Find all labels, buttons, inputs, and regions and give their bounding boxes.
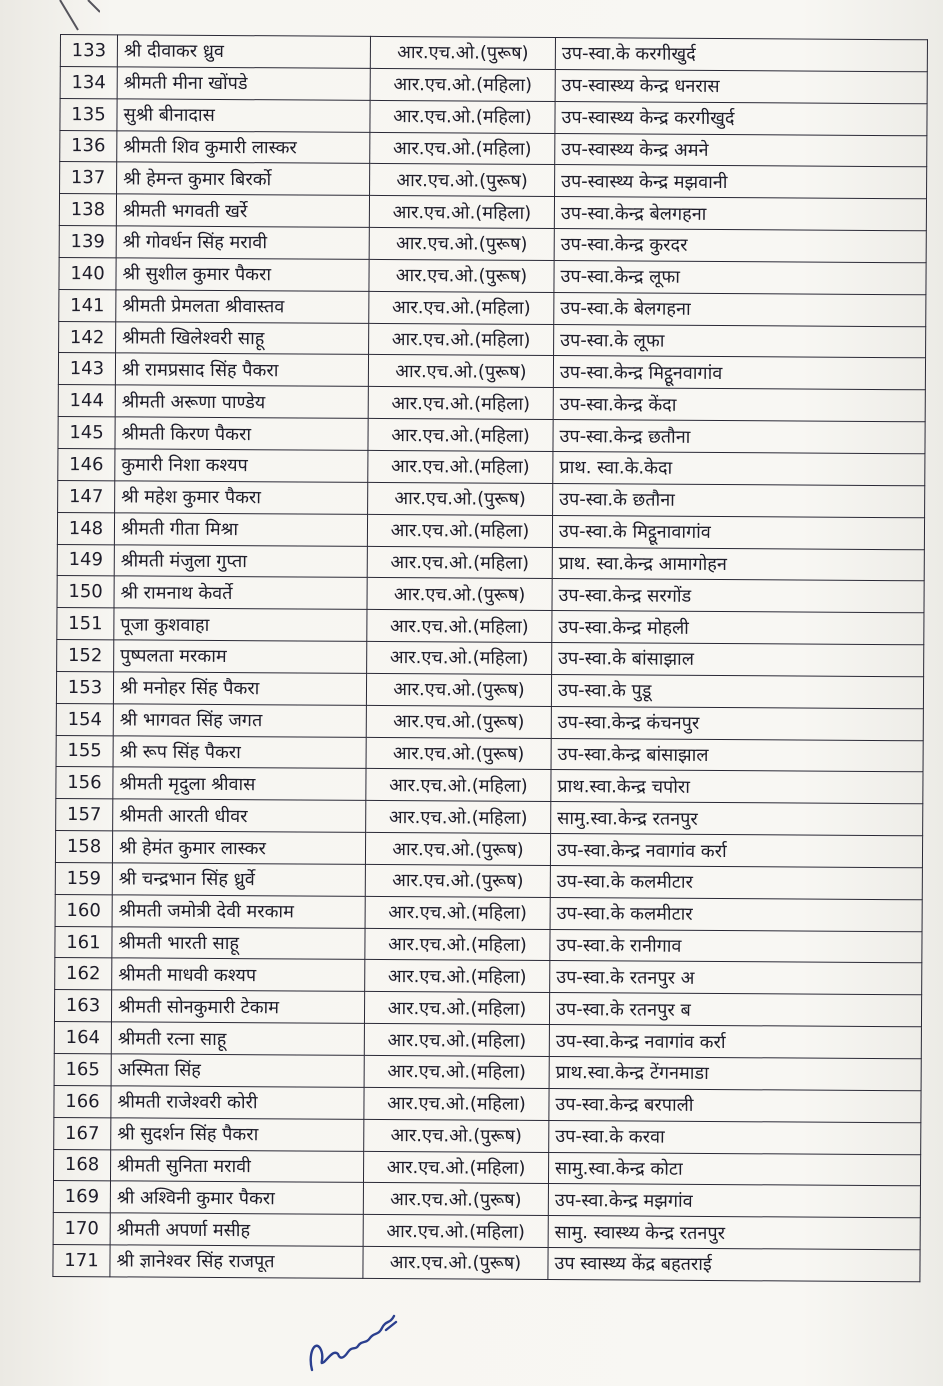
person-name: श्री अश्विनी कुमार पैकरा bbox=[110, 1181, 363, 1214]
row-number: 171 bbox=[53, 1245, 110, 1277]
posting-location: प्राथ.स्वा.केन्द्र चपोरा bbox=[551, 770, 923, 804]
posting-location: उप-स्वा.के करवा bbox=[549, 1120, 921, 1154]
post-title: आर.एच.ओ.(महिला) bbox=[369, 196, 554, 229]
post-title: आर.एच.ओ.(महिला) bbox=[367, 546, 552, 579]
post-title: आर.एच.ओ.(महिला) bbox=[364, 1087, 549, 1120]
row-number: 169 bbox=[53, 1181, 110, 1213]
posting-location: उप-स्वा.केन्द्र बांसाझाल bbox=[551, 738, 923, 772]
table-row bbox=[56, 703, 923, 740]
table-row bbox=[55, 958, 922, 995]
person-name: श्रीमती रत्ना साहू bbox=[111, 1022, 364, 1055]
post-title: आर.एच.ओ.(महिला) bbox=[364, 992, 549, 1025]
posting-location: सामु.स्वा.केन्द्र कोटा bbox=[548, 1152, 920, 1186]
person-name: श्री गोवर्धन सिंह मरावी bbox=[116, 226, 369, 259]
post-title: आर.एच.ओ.(पुरूष) bbox=[365, 864, 550, 897]
post-title: आर.एच.ओ.(महिला) bbox=[366, 769, 551, 802]
row-number: 134 bbox=[60, 66, 117, 98]
table-row bbox=[56, 799, 923, 836]
person-name: श्री मनोहर सिंह पैकरा bbox=[113, 672, 366, 705]
row-number: 146 bbox=[58, 448, 115, 480]
table-row bbox=[60, 35, 927, 72]
table-row bbox=[60, 98, 927, 135]
post-title: आर.एच.ओ.(पुरूष) bbox=[369, 227, 554, 260]
posting-location: उप-स्वास्थ्य केन्द्र करगीखुर्द bbox=[555, 101, 927, 135]
table-row bbox=[60, 162, 927, 199]
posting-location: उप-स्वा.के छतौना bbox=[553, 483, 925, 517]
person-name: श्रीमती जमोत्री देवी मरकाम bbox=[112, 895, 365, 928]
post-title: आर.एच.ओ.(महिला) bbox=[368, 419, 553, 452]
person-name: श्रीमती मृदुला श्रीवास bbox=[113, 767, 366, 800]
row-number: 149 bbox=[57, 544, 114, 576]
row-number: 156 bbox=[56, 767, 113, 799]
person-name: श्रीमती अरूणा पाण्डेय bbox=[115, 385, 368, 418]
posting-location: उप-स्वा.के बेलगहना bbox=[554, 292, 926, 326]
row-number: 136 bbox=[60, 130, 117, 162]
post-title: आर.एच.ओ.(महिला) bbox=[369, 323, 554, 356]
table-row bbox=[53, 1213, 920, 1250]
post-title: आर.एच.ओ.(पुरूष) bbox=[368, 355, 553, 388]
person-name: श्री हेमंत कुमार लास्कर bbox=[112, 831, 365, 864]
person-name: श्री रामप्रसाद सिंह पैकरा bbox=[115, 353, 368, 386]
person-name: पुष्पलता मरकाम bbox=[114, 640, 367, 673]
post-title: आर.एच.ओ.(महिला) bbox=[367, 641, 552, 674]
post-title: आर.एच.ओ.(महिला) bbox=[369, 291, 554, 324]
row-number: 147 bbox=[58, 480, 115, 512]
person-name: श्री सुदर्शन सिंह पैकरा bbox=[111, 1118, 364, 1151]
row-number: 144 bbox=[58, 385, 115, 417]
person-name: अस्मिता सिंह bbox=[111, 1054, 364, 1087]
post-title: आर.एच.ओ.(महिला) bbox=[368, 450, 553, 483]
table-row bbox=[59, 321, 926, 358]
post-title: आर.एच.ओ.(पुरूष) bbox=[366, 705, 551, 738]
table-row bbox=[55, 831, 922, 868]
posting-location: उप-स्वा.के बांसाझाल bbox=[552, 643, 924, 677]
person-name: श्रीमती गीता मिश्रा bbox=[114, 512, 367, 545]
posting-location: उप-स्वा.केन्द्र नवागांव कर्रा bbox=[549, 1025, 921, 1059]
table-row bbox=[54, 1053, 921, 1090]
table-row bbox=[59, 289, 926, 326]
person-name: श्री रामनाथ केवर्ते bbox=[114, 576, 367, 609]
row-number: 162 bbox=[55, 958, 112, 990]
posting-location: उप-स्वा.केन्द्र केंदा bbox=[553, 388, 925, 422]
person-name: श्री हेमन्त कुमार बिरर्को bbox=[117, 162, 370, 195]
row-number: 158 bbox=[55, 831, 112, 863]
table-row bbox=[55, 894, 922, 931]
row-number: 168 bbox=[53, 1149, 110, 1181]
person-name: श्रीमती सुनिता मरावी bbox=[110, 1149, 363, 1182]
table-row bbox=[58, 353, 925, 390]
posting-location: उप-स्वास्थ्य केन्द्र मझवानी bbox=[555, 165, 927, 199]
person-name: पूजा कुशवाहा bbox=[114, 608, 367, 641]
person-name: श्रीमती किरण पैकरा bbox=[115, 417, 368, 450]
person-name: श्री ज्ञानेश्वर सिंह राजपूत bbox=[110, 1245, 363, 1278]
posting-location: उप-स्वास्थ्य केन्द्र अमने bbox=[555, 133, 927, 167]
posting-location: सामु.स्वा.केन्द्र रतनपुर bbox=[551, 802, 923, 836]
posting-location: उप-स्वा.केन्द्र नवागांव कर्रा bbox=[550, 834, 922, 868]
row-number: 155 bbox=[56, 735, 113, 767]
person-name: श्रीमती राजेश्वरी कोरी bbox=[111, 1086, 364, 1119]
post-title: आर.एच.ओ.(पुरूष) bbox=[363, 1246, 548, 1279]
posting-location: उप-स्वा.केन्द्र लूफा bbox=[554, 260, 926, 294]
post-title: आर.एच.ओ.(पुरूष) bbox=[364, 1119, 549, 1152]
row-number: 135 bbox=[60, 98, 117, 130]
row-number: 161 bbox=[55, 926, 112, 958]
row-number: 170 bbox=[53, 1213, 110, 1245]
posting-location: उप-स्वा.के करगीखुर्द bbox=[555, 38, 927, 72]
table-row bbox=[53, 1149, 920, 1186]
posting-location: उप-स्वा.केन्द्र मिट्ठूनवागांव bbox=[553, 356, 925, 390]
posting-location: उप-स्वास्थ्य केन्द्र धनरास bbox=[555, 69, 927, 103]
person-name: श्री रूप सिंह पैकरा bbox=[113, 735, 366, 768]
table-row bbox=[55, 862, 922, 899]
person-name: श्रीमती सोनकुमारी टेकाम bbox=[111, 990, 364, 1023]
post-title: आर.एच.ओ.(महिला) bbox=[364, 1024, 549, 1057]
post-title: आर.एच.ओ.(महिला) bbox=[364, 1055, 549, 1088]
row-number: 145 bbox=[58, 417, 115, 449]
table-row bbox=[59, 257, 926, 294]
post-title: आर.एच.ओ.(पुरूष) bbox=[367, 578, 552, 611]
post-title: आर.एच.ओ.(महिला) bbox=[370, 132, 555, 165]
row-number: 154 bbox=[56, 703, 113, 735]
person-name: सुश्री बीनादास bbox=[117, 99, 370, 132]
person-name: श्रीमती प्रेमलता श्रीवास्तव bbox=[116, 290, 369, 323]
posting-location: उप-स्वा.केन्द्र बरपाली bbox=[549, 1088, 921, 1122]
person-name: श्रीमती आरती धीवर bbox=[113, 799, 366, 832]
posting-location: उप-स्वा.केन्द्र कंचनपुर bbox=[551, 706, 923, 740]
posting-location: उप-स्वा.के कलमीटार bbox=[550, 865, 922, 899]
person-name: श्री दीवाकर ध्रुव bbox=[117, 35, 370, 68]
post-title: आर.एच.ओ.(पुरूष) bbox=[369, 259, 554, 292]
posting-location: उप-स्वा.केन्द्र मोहली bbox=[552, 611, 924, 645]
person-name: श्री महेश कुमार पैकरा bbox=[115, 481, 368, 514]
row-number: 137 bbox=[60, 162, 117, 194]
post-title: आर.एच.ओ.(पुरूष) bbox=[366, 673, 551, 706]
posting-location: प्राथ.स्वा.केन्द्र टेंगनमाडा bbox=[549, 1057, 921, 1091]
post-title: आर.एच.ओ.(महिला) bbox=[365, 960, 550, 993]
row-number: 139 bbox=[59, 226, 116, 258]
row-number: 166 bbox=[54, 1085, 111, 1117]
table-row bbox=[56, 767, 923, 804]
row-number: 159 bbox=[55, 862, 112, 894]
post-title: आर.एच.ओ.(पुरूष) bbox=[370, 164, 555, 197]
post-title: आर.एच.ओ.(महिला) bbox=[366, 801, 551, 834]
table-row bbox=[57, 512, 924, 549]
table-row bbox=[57, 640, 924, 677]
posting-location: उप-स्वा.केन्द्र मझगांव bbox=[548, 1184, 920, 1218]
posting-location: प्राथ. स्वा.केन्द्र आमागोहन bbox=[552, 547, 924, 581]
post-title: आर.एच.ओ.(महिला) bbox=[370, 100, 555, 133]
person-name: श्री चन्द्रभान सिंह ध्रुर्वे bbox=[112, 863, 365, 896]
table-row bbox=[60, 130, 927, 167]
post-title: आर.एच.ओ.(पुरूष) bbox=[368, 482, 553, 515]
person-name: श्रीमती खिलेश्वरी साहू bbox=[116, 321, 369, 354]
table-row bbox=[58, 480, 925, 517]
row-number: 160 bbox=[55, 894, 112, 926]
post-title: आर.एच.ओ.(महिला) bbox=[365, 896, 550, 929]
table-body bbox=[53, 35, 928, 1282]
table-row bbox=[56, 735, 923, 772]
posting-location: उप-स्वा.के कलमीटार bbox=[550, 897, 922, 931]
table-row bbox=[54, 1117, 921, 1154]
handwritten-signature bbox=[300, 1300, 410, 1380]
posting-location: उप-स्वा.के रतनपुर अ bbox=[550, 961, 922, 995]
table-row bbox=[60, 66, 927, 103]
person-name: श्रीमती भारती साहू bbox=[112, 926, 365, 959]
row-number: 140 bbox=[59, 257, 116, 289]
posting-location: उप स्वास्थ्य केंद्र बहतराई bbox=[548, 1248, 920, 1282]
row-number: 150 bbox=[57, 576, 114, 608]
post-title: आर.एच.ओ.(पुरूष) bbox=[363, 1183, 548, 1216]
row-number: 164 bbox=[54, 1022, 111, 1054]
posting-location: उप-स्वा.केन्द्र सरगोंड bbox=[552, 579, 924, 613]
person-name: श्रीमती शिव कुमारी लास्कर bbox=[117, 130, 370, 163]
table-row bbox=[55, 926, 922, 963]
posting-location: उप-स्वा.के रतनपुर ब bbox=[549, 993, 921, 1027]
posting-location: उप-स्वा.के मिट्ठूनावागांव bbox=[552, 515, 924, 549]
post-title: आर.एच.ओ.(महिला) bbox=[368, 387, 553, 420]
table-row bbox=[57, 544, 924, 581]
row-number: 152 bbox=[57, 640, 114, 672]
posting-location: उप-स्वा.केन्द्र बेलगहना bbox=[554, 197, 926, 231]
row-number: 167 bbox=[54, 1117, 111, 1149]
post-title: आर.एच.ओ.(महिला) bbox=[370, 68, 555, 101]
table-row bbox=[59, 194, 926, 231]
table-row bbox=[54, 1022, 921, 1059]
table-row bbox=[58, 417, 925, 454]
post-title: आर.एच.ओ.(महिला) bbox=[363, 1151, 548, 1184]
row-number: 141 bbox=[59, 289, 116, 321]
post-title: आर.एच.ओ.(महिला) bbox=[367, 610, 552, 643]
posting-location: उप-स्वा.के लूफा bbox=[554, 324, 926, 358]
posting-location: प्राथ. स्वा.के.केदा bbox=[553, 451, 925, 485]
row-number: 151 bbox=[57, 608, 114, 640]
table-row bbox=[58, 385, 925, 422]
post-title: आर.एच.ओ.(महिला) bbox=[367, 514, 552, 547]
row-number: 157 bbox=[56, 799, 113, 831]
posting-location: उप-स्वा.के पुडू bbox=[551, 674, 923, 708]
person-name: श्रीमती मीना खोंपडे bbox=[117, 67, 370, 100]
table-row bbox=[53, 1181, 920, 1218]
post-title: आर.एच.ओ.(पुरूष) bbox=[370, 36, 555, 69]
posting-location: उप-स्वा.केन्द्र कुरदर bbox=[554, 229, 926, 263]
person-name: श्रीमती मंजुला गुप्ता bbox=[114, 544, 367, 577]
posting-location: उप-स्वा.के रानीगाव bbox=[550, 929, 922, 963]
staff-posting-table bbox=[52, 34, 928, 1282]
person-name: श्रीमती माधवी कश्यप bbox=[112, 958, 365, 991]
row-number: 133 bbox=[60, 35, 117, 67]
row-number: 163 bbox=[54, 990, 111, 1022]
table-row bbox=[54, 990, 921, 1027]
person-name: श्रीमती भगवती खर्रे bbox=[116, 194, 369, 227]
row-number: 153 bbox=[56, 671, 113, 703]
post-title: आर.एच.ओ.(पुरूष) bbox=[366, 737, 551, 770]
post-title: आर.एच.ओ.(महिला) bbox=[365, 928, 550, 961]
table-row bbox=[53, 1245, 920, 1282]
table-row bbox=[56, 671, 923, 708]
posting-location: सामु. स्वास्थ्य केन्द्र रतनपुर bbox=[548, 1216, 920, 1250]
table-row bbox=[58, 448, 925, 485]
person-name: श्री भागवत सिंह जगत bbox=[113, 704, 366, 737]
post-title: आर.एच.ओ.(पुरूष) bbox=[365, 832, 550, 865]
person-name: श्रीमती अपर्णा मसीह bbox=[110, 1213, 363, 1246]
table-row bbox=[57, 608, 924, 645]
table-row bbox=[57, 576, 924, 613]
row-number: 138 bbox=[59, 194, 116, 226]
table-row bbox=[54, 1085, 921, 1122]
row-number: 165 bbox=[54, 1053, 111, 1085]
person-name: श्री सुशील कुमार पैकरा bbox=[116, 258, 369, 291]
posting-location: उप-स्वा.केन्द्र छतौना bbox=[553, 420, 925, 454]
row-number: 148 bbox=[57, 512, 114, 544]
table-row bbox=[59, 226, 926, 263]
person-name: कुमारी निशा कश्यप bbox=[115, 449, 368, 482]
row-number: 143 bbox=[58, 353, 115, 385]
row-number: 142 bbox=[59, 321, 116, 353]
post-title: आर.एच.ओ.(महिला) bbox=[363, 1215, 548, 1248]
